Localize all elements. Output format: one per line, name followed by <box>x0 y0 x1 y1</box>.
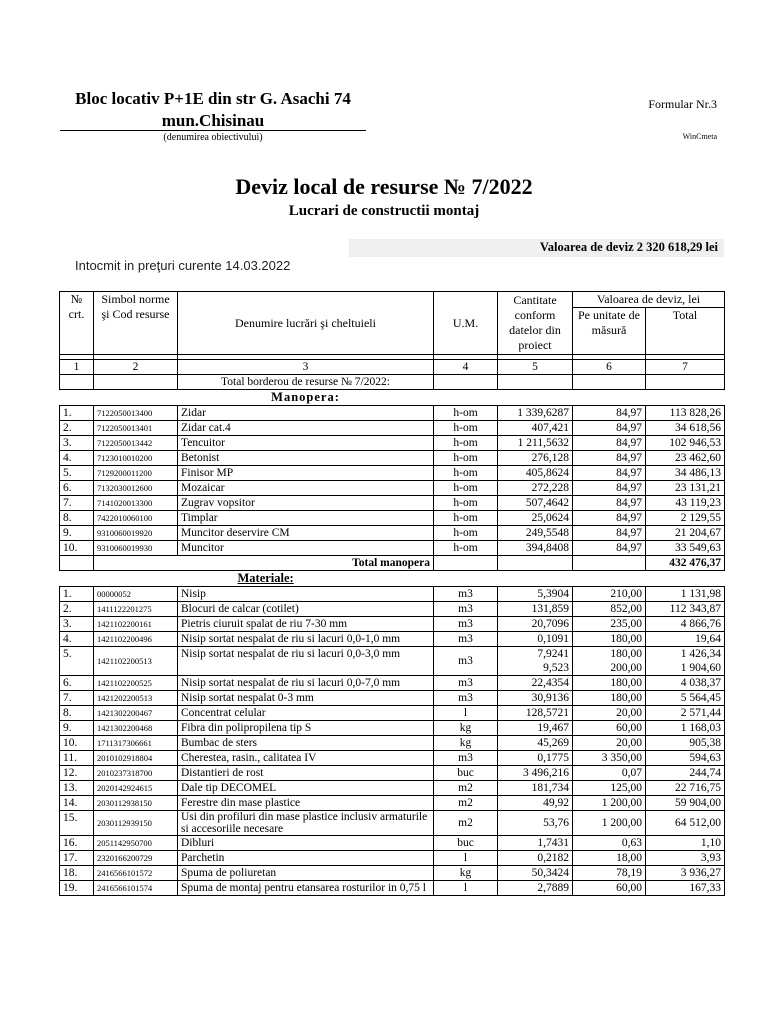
table-row <box>60 541 725 556</box>
resource-code: 7122050013400 <box>94 406 178 421</box>
total-value <box>646 647 725 676</box>
total-value: 2 571,44 <box>646 706 725 721</box>
total-value: 59 904,00 <box>646 796 725 811</box>
unit-price: 235,00 <box>573 617 646 632</box>
total-value: 19,64 <box>646 632 725 647</box>
column-number: 2 <box>94 360 178 375</box>
table-row <box>60 781 725 796</box>
total-value: 113 828,26 <box>646 406 725 421</box>
quantity: 405,8624 <box>498 466 573 481</box>
resource-code: 2416566101572 <box>94 866 178 881</box>
unit-price: 1 200,00 <box>573 796 646 811</box>
row-number: 15. <box>60 811 94 836</box>
resource-name: Nisip sortat nespalat 0-3 mm <box>178 691 434 706</box>
quantity: 394,8408 <box>498 541 573 556</box>
resource-name: Usi din profiluri din mase plastice inclusiv armaturile si accesoriile necesare <box>178 811 434 836</box>
total-value: 4 866,76 <box>646 617 725 632</box>
resource-name: Nisip sortat nespalat de riu si lacuri 0,0-1,0 mm <box>178 632 434 647</box>
unit-price: 0,07 <box>573 766 646 781</box>
resource-name: Mozaicar <box>178 481 434 496</box>
resource-code: 7122050013401 <box>94 421 178 436</box>
table-row <box>60 406 725 421</box>
table-row <box>60 851 725 866</box>
unit-of-measure: h-om <box>434 451 498 466</box>
resource-name: Betonist <box>178 451 434 466</box>
row-number: 4. <box>60 632 94 647</box>
unit-price: 180,00 <box>573 676 646 691</box>
resource-code: 9310060019920 <box>94 526 178 541</box>
table-row <box>60 466 725 481</box>
resource-code: 1711317306661 <box>94 736 178 751</box>
resource-code: 9310060019930 <box>94 541 178 556</box>
unit-of-measure: kg <box>434 721 498 736</box>
quantity: 1 339,6287 <box>498 406 573 421</box>
total-value: 43 119,23 <box>646 496 725 511</box>
table-row <box>60 721 725 736</box>
unit-of-measure: l <box>434 706 498 721</box>
row-number: 10. <box>60 736 94 751</box>
value-line-2: 1 904,60 <box>680 662 721 674</box>
unit-price: 180,00 <box>573 632 646 647</box>
total-value: 23 462,60 <box>646 451 725 466</box>
column-number: 5 <box>498 360 573 375</box>
row-number: 7. <box>60 496 94 511</box>
empty-cell <box>646 571 725 587</box>
total-value: 905,38 <box>646 736 725 751</box>
unit-price: 84,97 <box>573 496 646 511</box>
unit-of-measure: m3 <box>434 632 498 647</box>
unit-of-measure: m2 <box>434 796 498 811</box>
resource-name: Dibluri <box>178 836 434 851</box>
total-value: 167,33 <box>646 881 725 896</box>
unit-of-measure: h-om <box>434 481 498 496</box>
unit-of-measure: m3 <box>434 617 498 632</box>
unit-of-measure: kg <box>434 736 498 751</box>
empty-cell <box>434 556 498 571</box>
resource-code: 2320166200729 <box>94 851 178 866</box>
unit-price: 210,00 <box>573 587 646 602</box>
total-value: 34 486,13 <box>646 466 725 481</box>
unit-price: 84,97 <box>573 481 646 496</box>
resource-name: Nisip sortat nespalat de riu si lacuri 0,0-3,0 mm <box>178 647 434 676</box>
resource-name: Spuma de poliuretan <box>178 866 434 881</box>
unit-price: 84,97 <box>573 541 646 556</box>
column-number: 7 <box>646 360 725 375</box>
unit-price: 78,19 <box>573 866 646 881</box>
object-underline <box>60 130 366 131</box>
quantity: 0,2182 <box>498 851 573 866</box>
quantity: 20,7096 <box>498 617 573 632</box>
document-subtitle: Lucrari de constructii montaj <box>288 203 480 219</box>
unit-of-measure: h-om <box>434 436 498 451</box>
quantity: 49,92 <box>498 796 573 811</box>
table-row <box>60 647 725 676</box>
table-row <box>60 602 725 617</box>
table-row <box>60 811 725 836</box>
resources-table <box>59 291 725 896</box>
resource-code: 2010237318700 <box>94 766 178 781</box>
manopera-total-value: 432 476,37 <box>646 556 725 571</box>
table-row <box>60 496 725 511</box>
quantity: 1,7431 <box>498 836 573 851</box>
resource-code: 1421102200513 <box>94 647 178 676</box>
materiale-title: Materiale: <box>237 571 294 585</box>
value-line-1: 180,00 <box>610 648 642 660</box>
header-total: Total <box>646 308 725 355</box>
unit-of-measure: m3 <box>434 751 498 766</box>
document-title: Deviz local de resurse № 7/2022 <box>235 174 533 199</box>
header-cantitate: Cantitate conform datelor din proiect <box>498 292 573 355</box>
quantity: 50,3424 <box>498 866 573 881</box>
resource-name: Zidar cat.4 <box>178 421 434 436</box>
unit-of-measure: buc <box>434 836 498 851</box>
resource-name: Finisor MP <box>178 466 434 481</box>
value-line-2: 9,523 <box>543 662 569 674</box>
resource-name: Blocuri de calcar (cotilet) <box>178 602 434 617</box>
resource-name: Timplar <box>178 511 434 526</box>
resource-code: 2010102918804 <box>94 751 178 766</box>
unit-price: 84,97 <box>573 436 646 451</box>
row-number: 18. <box>60 866 94 881</box>
table-row <box>60 796 725 811</box>
resource-name: Muncitor deservire CM <box>178 526 434 541</box>
empty-cell <box>434 571 498 587</box>
value-line-1: 1 426,34 <box>680 648 721 660</box>
unit-of-measure: h-om <box>434 466 498 481</box>
resource-name: Zidar <box>178 406 434 421</box>
resource-name: Nisip <box>178 587 434 602</box>
quantity: 128,5721 <box>498 706 573 721</box>
value-line-1: 7,9241 <box>537 648 569 660</box>
row-number: 14. <box>60 796 94 811</box>
row-number: 1. <box>60 587 94 602</box>
materiale-section-row <box>60 571 725 587</box>
unit-price: 125,00 <box>573 781 646 796</box>
resource-code: 1411122201275 <box>94 602 178 617</box>
unit-of-measure: h-om <box>434 541 498 556</box>
resource-code: 7123010010200 <box>94 451 178 466</box>
table-row <box>60 451 725 466</box>
resource-name: Zugrav vopsitor <box>178 496 434 511</box>
manopera-total-row <box>60 556 725 571</box>
table-row <box>60 481 725 496</box>
row-number: 16. <box>60 836 94 851</box>
row-number: 12. <box>60 766 94 781</box>
empty-cell <box>573 571 646 587</box>
unit-price: 84,97 <box>573 511 646 526</box>
unit-price: 1 200,00 <box>573 811 646 836</box>
unit-of-measure: h-om <box>434 421 498 436</box>
value-line-2: 200,00 <box>610 662 642 674</box>
resource-code: 1421302200468 <box>94 721 178 736</box>
unit-of-measure: m2 <box>434 811 498 836</box>
unit-price: 84,97 <box>573 526 646 541</box>
total-value: 102 946,53 <box>646 436 725 451</box>
table-row <box>60 421 725 436</box>
unit-of-measure: h-om <box>434 496 498 511</box>
quantity: 131,859 <box>498 602 573 617</box>
resource-name: Parchetin <box>178 851 434 866</box>
total-value: 1 168,03 <box>646 721 725 736</box>
software-label: WinCmeta <box>682 132 717 141</box>
quantity: 30,9136 <box>498 691 573 706</box>
row-number: 17. <box>60 851 94 866</box>
empty-cell <box>498 571 573 587</box>
quantity: 5,3904 <box>498 587 573 602</box>
total-value: 3 936,27 <box>646 866 725 881</box>
row-number: 7. <box>60 691 94 706</box>
unit-price: 20,00 <box>573 736 646 751</box>
resource-code: 7129200011200 <box>94 466 178 481</box>
row-number: 8. <box>60 511 94 526</box>
unit-price: 84,97 <box>573 451 646 466</box>
unit-of-measure: m3 <box>434 691 498 706</box>
manopera-total-label: Total manopera <box>94 556 434 571</box>
empty-cell <box>60 571 94 587</box>
column-number: 1 <box>60 360 94 375</box>
unit-of-measure: l <box>434 881 498 896</box>
quantity: 25,0624 <box>498 511 573 526</box>
unit-of-measure: h-om <box>434 406 498 421</box>
unit-price: 60,00 <box>573 721 646 736</box>
table-row <box>60 881 725 896</box>
row-number: 8. <box>60 706 94 721</box>
header-nr: № crt. <box>60 292 94 355</box>
quantity: 0,1091 <box>498 632 573 647</box>
header-pe-unitate: Pe unitate de măsură <box>573 308 646 355</box>
prices-line: Intocmit in preţuri curente 14.03.2022 <box>75 258 291 273</box>
unit-price: 852,00 <box>573 602 646 617</box>
row-number: 6. <box>60 481 94 496</box>
unit-of-measure: h-om <box>434 511 498 526</box>
row-number: 10. <box>60 541 94 556</box>
resource-name: Tencuitor <box>178 436 434 451</box>
row-number: 11. <box>60 751 94 766</box>
row-number: 19. <box>60 881 94 896</box>
total-value: 3,93 <box>646 851 725 866</box>
table-row <box>60 706 725 721</box>
table-row <box>60 751 725 766</box>
resource-code: 7141020013300 <box>94 496 178 511</box>
column-numbers-row <box>60 360 725 375</box>
quantity: 2,7889 <box>498 881 573 896</box>
header-simbol: Simbol norme şi Cod resurse <box>94 292 178 355</box>
resource-code: 1421102200525 <box>94 676 178 691</box>
resource-name: Concentrat celular <box>178 706 434 721</box>
unit-of-measure: m3 <box>434 647 498 676</box>
table-row <box>60 617 725 632</box>
total-value: 1 131,98 <box>646 587 725 602</box>
resource-code: 1421102200161 <box>94 617 178 632</box>
manopera-section-row <box>60 390 725 406</box>
quantity: 22,4354 <box>498 676 573 691</box>
unit-price: 84,97 <box>573 421 646 436</box>
unit-of-measure: buc <box>434 766 498 781</box>
resource-name: Fibra din polipropilena tip S <box>178 721 434 736</box>
quantity: 249,5548 <box>498 526 573 541</box>
unit-of-measure: m3 <box>434 587 498 602</box>
object-caption: (denumirea obiectivului) <box>163 132 263 143</box>
total-value: 64 512,00 <box>646 811 725 836</box>
table-row <box>60 691 725 706</box>
quantity: 45,269 <box>498 736 573 751</box>
row-number: 1. <box>60 406 94 421</box>
row-number: 9. <box>60 721 94 736</box>
resource-name: Muncitor <box>178 541 434 556</box>
unit-price: 180,00 <box>573 691 646 706</box>
quantity: 507,4642 <box>498 496 573 511</box>
resource-name: Cherestea, rasin., calitatea IV <box>178 751 434 766</box>
quantity: 272,228 <box>498 481 573 496</box>
unit-of-measure: l <box>434 851 498 866</box>
row-number: 13. <box>60 781 94 796</box>
total-value: 112 343,87 <box>646 602 725 617</box>
resource-code: 00000052 <box>94 587 178 602</box>
table-row <box>60 676 725 691</box>
total-value: 1,10 <box>646 836 725 851</box>
table-row <box>60 836 725 851</box>
row-number: 9. <box>60 526 94 541</box>
header-valoarea: Valoarea de deviz, lei <box>573 292 725 308</box>
total-value: 2 129,55 <box>646 511 725 526</box>
table-row <box>60 526 725 541</box>
object-name: Bloc locativ P+1E din str G. Asachi 74 mun.Chisinau <box>75 89 351 130</box>
quantity: 1 211,5632 <box>498 436 573 451</box>
quantity: 276,128 <box>498 451 573 466</box>
total-value: 594,63 <box>646 751 725 766</box>
resource-code: 7122050013442 <box>94 436 178 451</box>
row-number: 6. <box>60 676 94 691</box>
quantity: 0,1775 <box>498 751 573 766</box>
formular-label: Formular Nr.3 <box>648 97 717 111</box>
quantity: 181,734 <box>498 781 573 796</box>
table-row <box>60 587 725 602</box>
unit-price: 18,00 <box>573 851 646 866</box>
table-row <box>60 632 725 647</box>
resource-code: 1421302200467 <box>94 706 178 721</box>
table-header-row <box>60 292 725 308</box>
resource-code: 1421102200496 <box>94 632 178 647</box>
resource-code: 2416566101574 <box>94 881 178 896</box>
quantity: 3 496,216 <box>498 766 573 781</box>
valoarea-deviz: Valoarea de deviz 2 320 618,29 lei <box>539 240 718 254</box>
total-value: 21 204,67 <box>646 526 725 541</box>
resource-code: 7132030012600 <box>94 481 178 496</box>
row-number: 4. <box>60 451 94 466</box>
column-number: 6 <box>573 360 646 375</box>
table-row <box>60 511 725 526</box>
total-value: 244,74 <box>646 766 725 781</box>
borderou-row <box>60 375 725 390</box>
resource-code: 2030112939150 <box>94 811 178 836</box>
header-denumire: Denumire lucrări şi cheltuieli <box>178 292 434 355</box>
total-value: 33 549,63 <box>646 541 725 556</box>
resource-name: Nisip sortat nespalat de riu si lacuri 0,0-7,0 mm <box>178 676 434 691</box>
row-number: 3. <box>60 617 94 632</box>
total-value: 5 564,45 <box>646 691 725 706</box>
empty-cell <box>60 556 94 571</box>
row-number: 2. <box>60 602 94 617</box>
resource-name: Bumbac de sters <box>178 736 434 751</box>
quantity: 407,421 <box>498 421 573 436</box>
unit-price <box>573 647 646 676</box>
unit-price: 3 350,00 <box>573 751 646 766</box>
unit-of-measure: m3 <box>434 676 498 691</box>
row-number: 3. <box>60 436 94 451</box>
empty-cell <box>498 556 573 571</box>
empty-cell <box>573 556 646 571</box>
row-number: 5. <box>60 647 94 676</box>
row-number: 5. <box>60 466 94 481</box>
resource-code: 2020142924615 <box>94 781 178 796</box>
resource-name: Spuma de montaj pentru etansarea rosturilor in 0,75 l <box>178 881 434 896</box>
unit-price: 84,97 <box>573 406 646 421</box>
unit-price: 60,00 <box>573 881 646 896</box>
unit-of-measure: m2 <box>434 781 498 796</box>
total-value: 23 131,21 <box>646 481 725 496</box>
resource-name: Pietris ciuruit spalat de riu 7-30 mm <box>178 617 434 632</box>
quantity: 53,76 <box>498 811 573 836</box>
table-row <box>60 436 725 451</box>
quantity <box>498 647 573 676</box>
quantity: 19,467 <box>498 721 573 736</box>
unit-of-measure: kg <box>434 866 498 881</box>
resource-code: 1421202200513 <box>94 691 178 706</box>
unit-price: 0,63 <box>573 836 646 851</box>
unit-price: 20,00 <box>573 706 646 721</box>
resource-code: 7422010060100 <box>94 511 178 526</box>
unit-of-measure: h-om <box>434 526 498 541</box>
total-value: 34 618,56 <box>646 421 725 436</box>
manopera-title: Manopera: <box>271 390 340 404</box>
unit-price: 84,97 <box>573 466 646 481</box>
column-number: 3 <box>178 360 434 375</box>
row-number: 2. <box>60 421 94 436</box>
total-value: 22 716,75 <box>646 781 725 796</box>
table-row <box>60 736 725 751</box>
resource-name: Distantieri de rost <box>178 766 434 781</box>
header-um: U.M. <box>434 292 498 355</box>
borderou-label: Total borderou de resurse № 7/2022: <box>178 375 434 390</box>
column-number: 4 <box>434 360 498 375</box>
resource-code: 2030112938150 <box>94 796 178 811</box>
table-row <box>60 766 725 781</box>
table-row <box>60 866 725 881</box>
resource-name: Ferestre din mase plastice <box>178 796 434 811</box>
resource-name: Dale tip DECOMEL <box>178 781 434 796</box>
resource-code: 2051142950700 <box>94 836 178 851</box>
unit-of-measure: m3 <box>434 602 498 617</box>
empty-cell <box>94 571 178 587</box>
total-value: 4 038,37 <box>646 676 725 691</box>
